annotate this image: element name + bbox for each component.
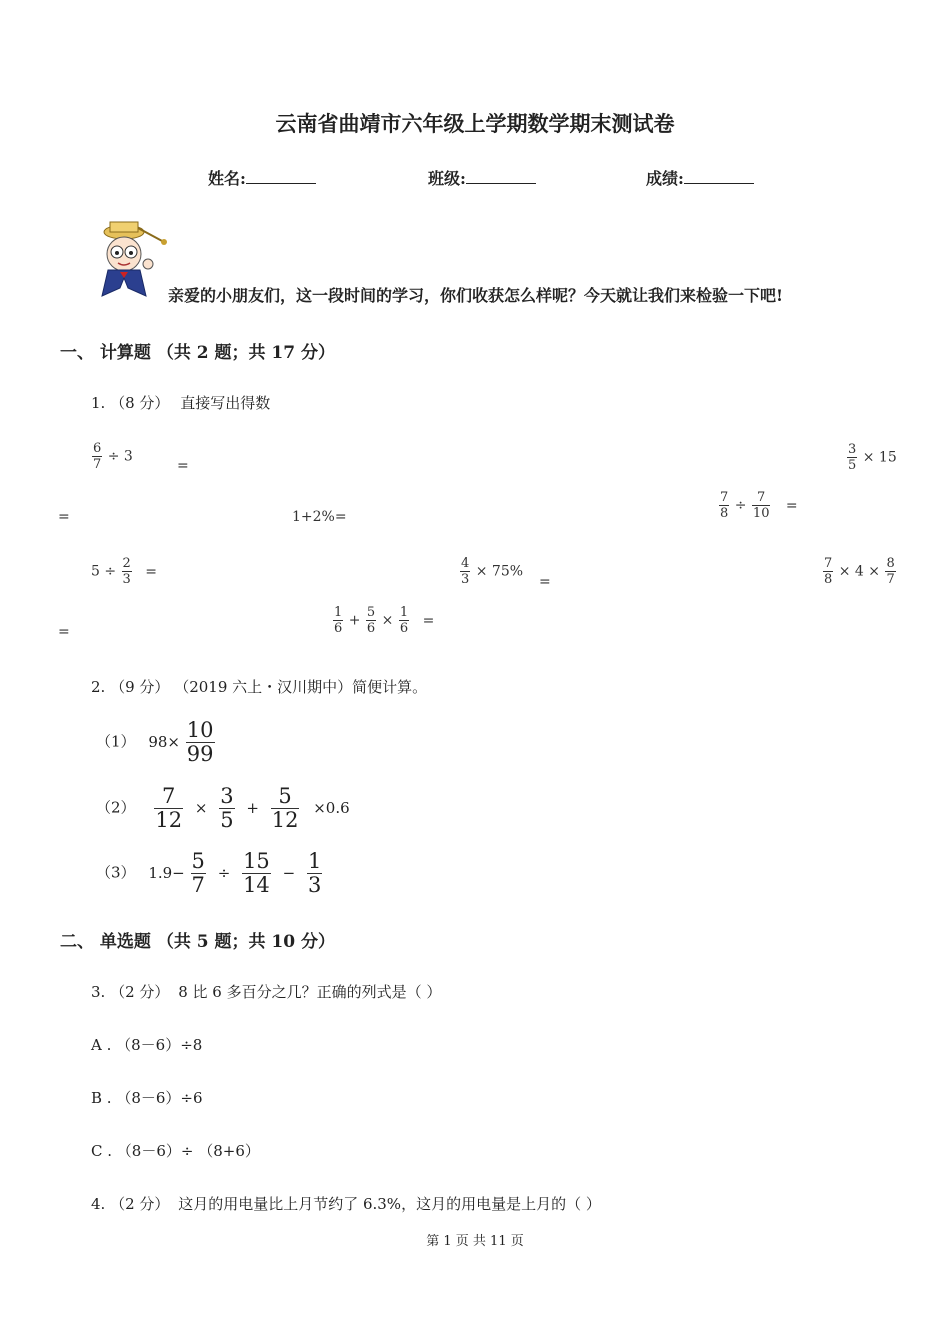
q1-item-f: $\frac{4}{3}$ × 75%	[461, 556, 524, 587]
fraction: $\frac{10}{99}$	[186, 718, 214, 766]
page-title: 云南省曲靖市六年级上学期数学期末测试卷	[275, 111, 675, 136]
class-label: 班级:	[428, 169, 466, 188]
fraction: $\frac{5}{7}$	[191, 849, 205, 897]
q2-points: （9 分）	[110, 678, 170, 696]
name-field	[208, 166, 316, 189]
class-blank	[466, 169, 536, 184]
fraction: $\frac{7}{8}$	[720, 490, 729, 521]
fraction: $\frac{5}{6}$	[366, 605, 376, 636]
fraction: $\frac{1}{6}$	[399, 605, 409, 636]
q1-item-d: $\frac{7}{8}$ ÷ $\frac{7}{10}$ =	[720, 490, 798, 521]
q1-item-c: 1+2%=	[292, 509, 347, 525]
q1-item-b: $\frac{3}{5}$ × 15	[848, 442, 897, 473]
q4-text: 这月的用电量比上月节约了 6.3%，这月的用电量是上月的（ ）	[178, 1195, 601, 1213]
fraction: $\frac{7}{8}$	[824, 556, 833, 587]
fraction: $\frac{7}{12}$	[155, 784, 183, 832]
fraction: $\frac{7}{10}$	[752, 490, 770, 521]
greeting-text: 亲爱的小朋友们，这一段时间的学习，你们收获怎么样呢？今天就让我们来检验一下吧!	[168, 286, 784, 305]
score-label: 成绩:	[646, 169, 684, 188]
fraction: $\frac{3}{5}$	[848, 442, 857, 473]
q2-number: 2.	[91, 678, 106, 696]
fraction: $\frac{4}{3}$	[461, 556, 470, 587]
question-3	[91, 981, 441, 1002]
equals-sign: =	[58, 509, 70, 525]
score-field	[646, 166, 754, 189]
q1-item-e: 5 ÷ $\frac{2}{3}$ =	[91, 556, 158, 587]
class-field	[428, 166, 536, 189]
q2-part-3: （3） 1.9− $\frac{5}{7}$ ÷ $\frac{15}{14}$ − $\frac{1}{3}$	[96, 849, 322, 897]
q3-points: （2 分）	[110, 983, 170, 1001]
name-blank	[246, 169, 316, 184]
fraction: $\frac{6}{7}$	[93, 441, 102, 472]
option-b[interactable]: B . （8－6）÷6	[91, 1089, 203, 1107]
equals-sign: =	[58, 624, 70, 640]
q1-item-a: $\frac{6}{7}$ ÷ 3	[93, 441, 133, 472]
fraction: $\frac{15}{14}$	[243, 849, 270, 897]
section-1-heading: 一、 计算题 （共 2 题；共 17 分）	[60, 343, 335, 363]
fraction: $\frac{8}{7}$	[886, 556, 895, 587]
section-2-heading: 二、 单选题 （共 5 题；共 10 分）	[60, 932, 335, 952]
fraction: $\frac{1}{6}$	[334, 605, 343, 636]
equals-sign: =	[177, 458, 189, 474]
q4-points: （2 分）	[110, 1195, 170, 1213]
fraction: $\frac{2}{3}$	[122, 556, 131, 587]
question-2	[91, 676, 427, 697]
q1-text: 直接写出得数	[180, 394, 271, 412]
q4-number: 4.	[91, 1195, 106, 1213]
fraction: $\frac{1}{3}$	[307, 849, 322, 897]
q1-item-h: $\frac{1}{6}$ + $\frac{5}{6}$ × $\frac{1}{6}$ =	[334, 605, 435, 636]
equals-sign: =	[539, 574, 551, 590]
question-1	[91, 392, 270, 413]
q1-item-g: $\frac{7}{8}$ × 4 × $\frac{8}{7}$	[824, 556, 895, 587]
fraction: $\frac{3}{5}$	[220, 784, 234, 832]
q2-part-2: （2） $\frac{7}{12}$ × $\frac{3}{5}$ + $\frac{5}{12}$ ×0.6	[96, 784, 350, 832]
score-blank	[684, 169, 754, 184]
fraction: $\frac{5}{12}$	[271, 784, 299, 832]
q2-text: （2019 六上・汉川期中）简便计算。	[174, 678, 428, 696]
option-c[interactable]: C . （8－6）÷ （8+6）	[91, 1142, 260, 1160]
page-footer: 第 1 页 共 11 页	[426, 1234, 524, 1249]
q2-part-1: （1） 98× $\frac{10}{99}$	[96, 718, 214, 766]
q1-points: （8 分）	[110, 394, 170, 412]
q3-number: 3.	[91, 983, 106, 1001]
option-a[interactable]: A . （8－6）÷8	[91, 1036, 203, 1054]
name-label: 姓名:	[208, 169, 246, 188]
q3-text: 8 比 6 多百分之几？正确的列式是（ ）	[178, 983, 442, 1001]
q1-number: 1.	[91, 394, 106, 412]
question-4	[91, 1193, 601, 1214]
mascot-image	[96, 218, 172, 304]
